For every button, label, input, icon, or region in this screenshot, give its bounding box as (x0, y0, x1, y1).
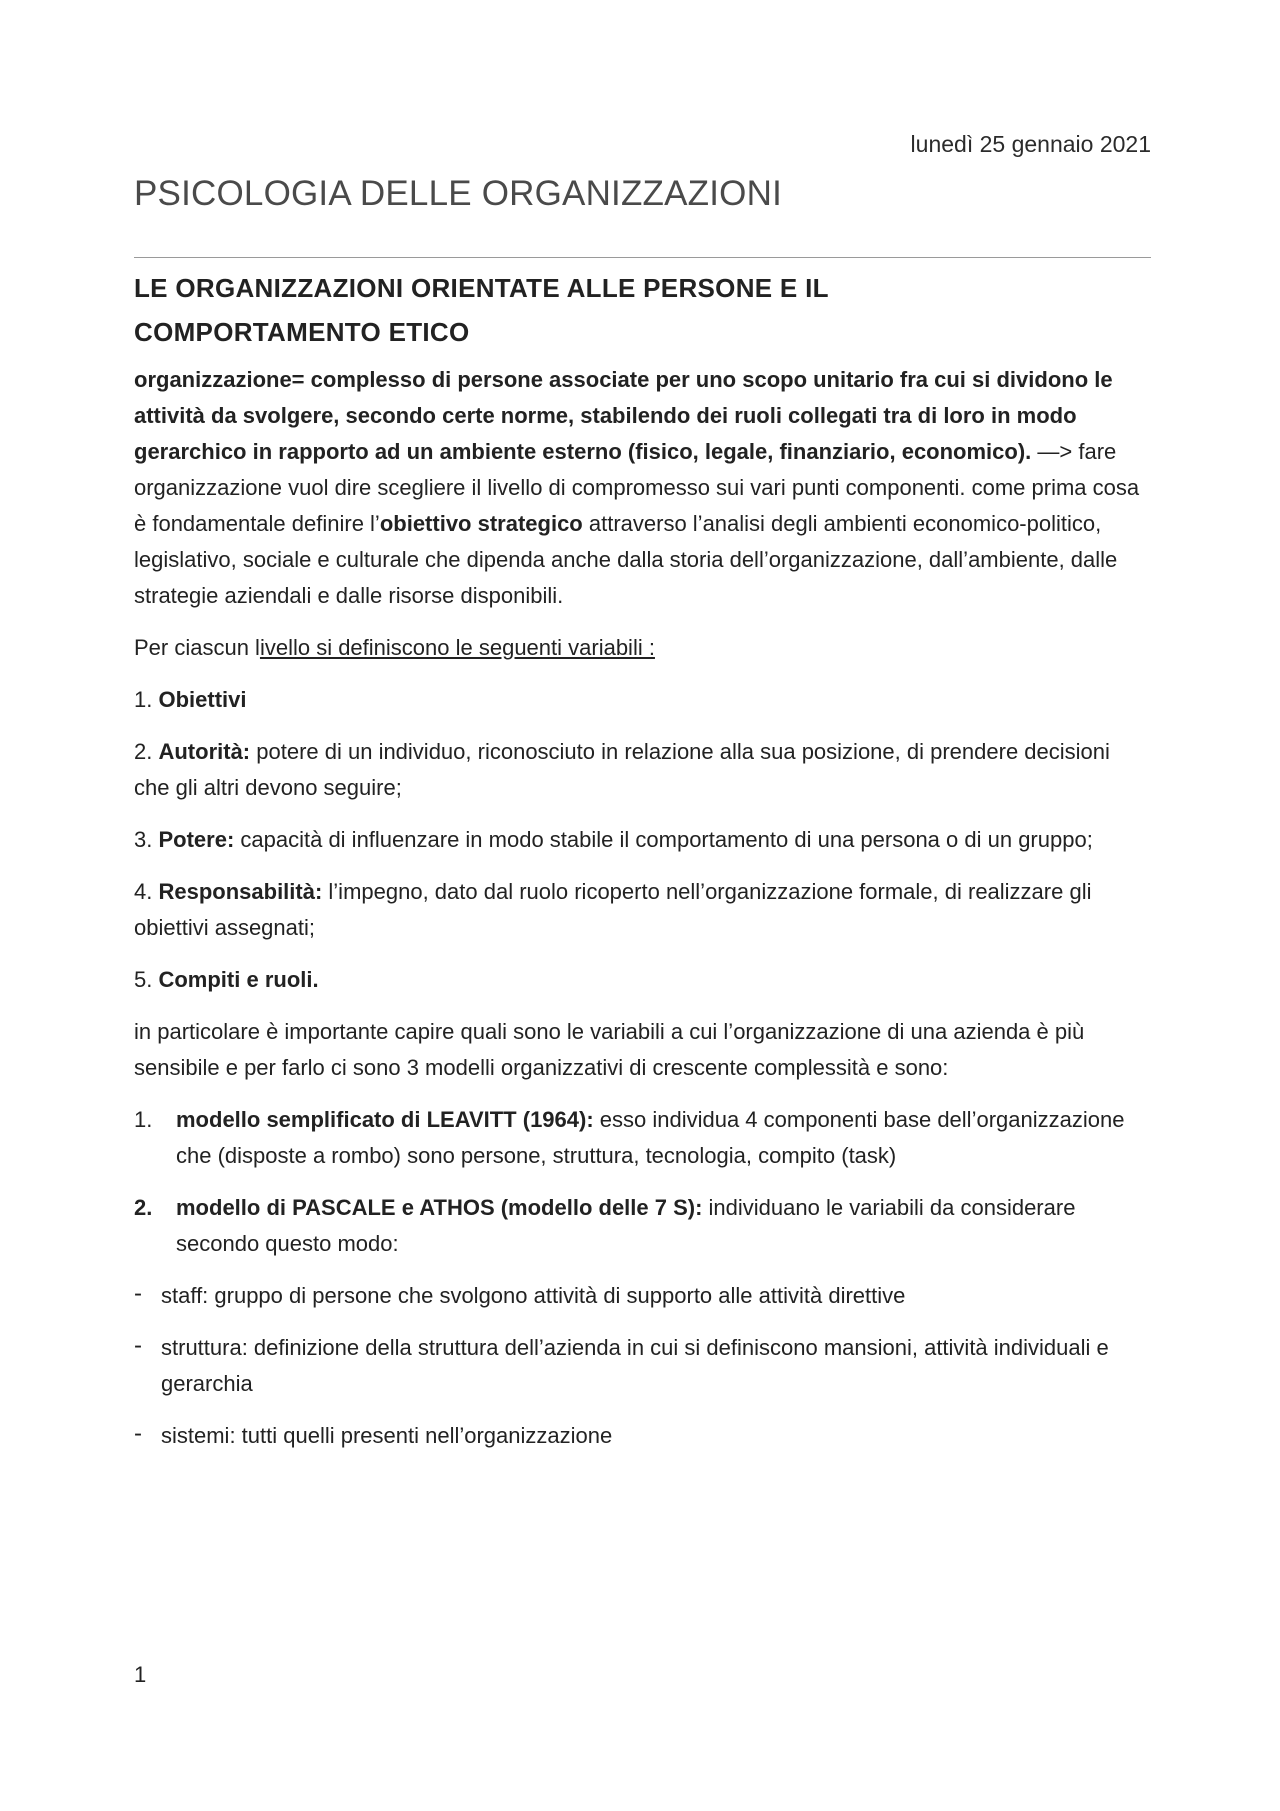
document-date: lunedì 25 gennaio 2021 (910, 131, 1151, 157)
model-item-label: modello semplificato di LEAVITT (1964): (176, 1107, 594, 1132)
level-item-number: 4. (134, 879, 153, 904)
seven-s-item (134, 1278, 1151, 1314)
seven-s-item-text: sistemi: tutti quelli presenti nell’organizzazione (161, 1423, 613, 1448)
seven-s-item-text: staff: gruppo di persone che svolgono attività di supporto alle attività direttive (161, 1283, 906, 1308)
level-item (134, 734, 1151, 806)
levels-intro (134, 630, 1151, 666)
levels-intro-prefix: Per ciascun l (134, 635, 260, 660)
seven-s-item-text: struttura: definizione della struttura dell’azienda in cui si definiscono mansioni, attività individuali e gerarchia (161, 1335, 1109, 1396)
level-item-number: 5. (134, 967, 153, 992)
models-intro: in particolare è importante capire quali sono le variabili a cui l’organizzazione di una azienda è più sensibile e per farlo ci sono 3 modelli organizzativi di crescente complessità e sono: (134, 1019, 1085, 1080)
document-title: PSICOLOGIA DELLE ORGANIZZAZIONI (134, 174, 783, 213)
seven-s-item (134, 1418, 1151, 1454)
definition-bold-text: organizzazione= complesso di persone associate per uno scopo unitario fra cui si dividono le attività da svolgere, secondo certe norme, stabilendo dei ruoli collegati tra di loro in modo gerarchico in rapporto ad un ambiente esterno (fisico, legale, finanziario, economico). (134, 367, 1113, 464)
level-item (134, 822, 1151, 858)
section-heading-line-1: LE ORGANIZZAZIONI ORIENTATE ALLE PERSONE E IL (134, 273, 829, 303)
level-item-text: potere di un individuo, riconosciuto in relazione alla sua posizione, di prendere decisioni che gli altri devono seguire; (134, 739, 1110, 800)
model-item (134, 1190, 1151, 1262)
dash-bullet: - (134, 1280, 142, 1307)
title-divider (134, 257, 1151, 258)
level-item (134, 682, 1151, 718)
level-item-number: 2. (134, 739, 153, 764)
level-item-label: Autorità: (158, 739, 251, 764)
model-item-label: modello di PASCALE e ATHOS (modello delle 7 S): (176, 1195, 703, 1220)
definition-text: —> fare organizzazione vuol dire scegliere il livello di compromesso sui vari punti componenti. come prima cosa è fondamentale definire l’ (134, 439, 1140, 536)
dash-bullet: - (134, 1420, 142, 1447)
level-item-number: 1. (134, 687, 153, 712)
level-item-label: Obiettivi (158, 687, 247, 712)
level-item-label: Potere: (158, 827, 235, 852)
level-item-text: l’impegno, dato dal ruolo ricoperto nell’organizzazione formale, di realizzare gli obiettivi assegnati; (134, 879, 1092, 940)
model-item-number: 1. (134, 1107, 153, 1132)
section-heading (134, 266, 1134, 354)
seven-s-item (134, 1330, 1151, 1402)
level-item-text: capacità di influenzare in modo stabile il comportamento di una persona o di un gruppo; (234, 827, 1093, 852)
model-item (134, 1102, 1151, 1174)
level-item-number: 3. (134, 827, 153, 852)
definition-paragraph (134, 362, 1151, 614)
level-item (134, 874, 1151, 946)
model-item-text: esso individua 4 componenti base dell’organizzazione che (disposte a rombo) sono persone, struttura, tecnologia, compito (task) (176, 1107, 1125, 1168)
page-number: 1 (134, 1662, 147, 1687)
document-page (134, 0, 1151, 1811)
level-item-label: Responsabilità: (158, 879, 323, 904)
levels-intro-underlined: ivello si definiscono le seguenti variabili : (259, 635, 655, 660)
document-body (134, 362, 1151, 1470)
section-heading-line-2: COMPORTAMENTO ETICO (134, 317, 470, 347)
model-item-text: individuano le variabili da considerare secondo questo modo: (176, 1195, 1076, 1256)
strategic-objective-term: obiettivo strategico (379, 511, 583, 536)
dash-bullet: - (134, 1332, 142, 1359)
strategic-objective-text: attraverso l’analisi degli ambienti economico-politico, legislativo, sociale e culturale che dipenda anche dalla storia dell’organizzazione, dall’ambiente, dalle strategie aziendali e dalle risorse disponibili. (134, 511, 1118, 608)
level-item-label: Compiti e ruoli. (158, 967, 319, 992)
level-item (134, 962, 1151, 998)
model-item-number: 2. (134, 1195, 153, 1220)
